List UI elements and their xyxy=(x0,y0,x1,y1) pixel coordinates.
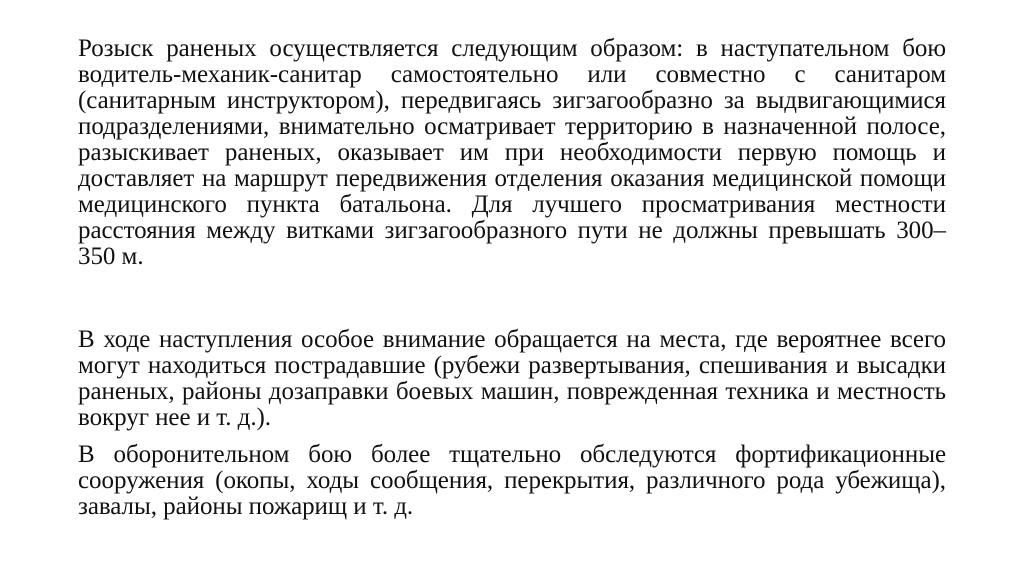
paragraph-wounded-search: Розыск раненых осуществляется следующим образом: в наступательном бою водитель-механик-санитар самостоятельно или совместно с санитаром (санитарным инструктором), передвигаясь зигзагообразно за выдвигающимися подразделениями, внимательно осматривает территорию в назначенной полосе, разыскивает раненых, оказывает им при необходимости первую помощь и доставляет на маршрут передвижения отделения оказания медицинской помощи медицинского пункта батальона. Для лучшего просматривания местности расстояния между витками зигзагообразного пути не должны превышать 300–350 м. xyxy=(78,35,946,270)
paragraph-offensive-attention: В ходе наступления особое внимание обращается на места, где вероятнее всего могут находиться пострадавшие (рубежи развертывания, спешивания и высадки раненых, районы дозаправки боевых машин, поврежденная техника и местность вокруг нее и т. д.). xyxy=(78,326,946,431)
paragraph-defensive-battle: В оборонительном бою более тщательно обследуются фортификационные сооружения (окопы, ходы сообщения, перекрытия, различного рода убежища), завалы, районы пожарищ и т. д. xyxy=(78,441,946,520)
